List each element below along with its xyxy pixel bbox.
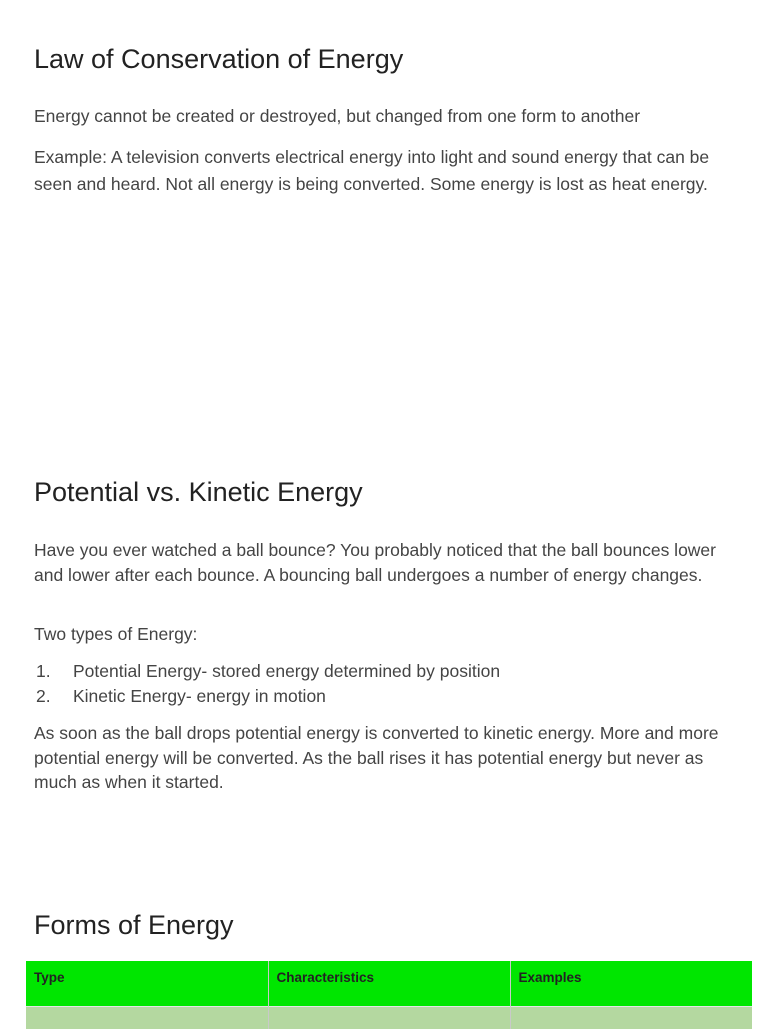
table-cell: [268, 1006, 510, 1029]
list-item-number: 1.: [36, 661, 51, 681]
table-row: [26, 1006, 752, 1029]
forms-title: Forms of Energy: [34, 910, 234, 940]
list-item-text: Potential Energy- stored energy determined by position: [73, 661, 501, 681]
potential-kinetic-title: Potential vs. Kinetic Energy: [34, 477, 363, 507]
column-header-type: Type: [26, 961, 268, 1006]
conservation-example: Example: A television converts electrical energy into light and sound energy that can be seen and heard. Not all energy is being converted. Some energy is lost as heat energy.: [34, 147, 710, 194]
table-cell: [26, 1006, 268, 1029]
list-item-number: 2.: [36, 685, 51, 706]
conservation-title: Law of Conservation of Energy: [34, 44, 404, 74]
list-item: [34, 684, 734, 709]
column-header-characteristics: Characteristics: [268, 961, 510, 1006]
forms-of-energy-table: [26, 961, 752, 1029]
energy-types-list: [34, 659, 734, 708]
list-item: [34, 659, 734, 684]
conservation-definition: Energy cannot be created or destroyed, but changed from one form to another: [34, 106, 641, 126]
potential-kinetic-intro: Have you ever watched a ball bounce? You probably noticed that the ball bounces lower and lower after each bounce. A bouncing ball undergoes a number of energy changes.: [34, 540, 716, 585]
column-header-examples: Examples: [510, 961, 752, 1006]
potential-kinetic-conclusion: As soon as the ball drops potential energy is converted to kinetic energy. More and more potential energy will be converted. As the ball rises it has potential energy but never as much as when it started.: [34, 723, 719, 792]
list-item-text: Kinetic Energy- energy in motion: [73, 685, 326, 706]
table-cell: [510, 1006, 752, 1029]
table-header-row: [26, 961, 752, 1006]
energy-types-label: Two types of Energy:: [34, 624, 198, 644]
